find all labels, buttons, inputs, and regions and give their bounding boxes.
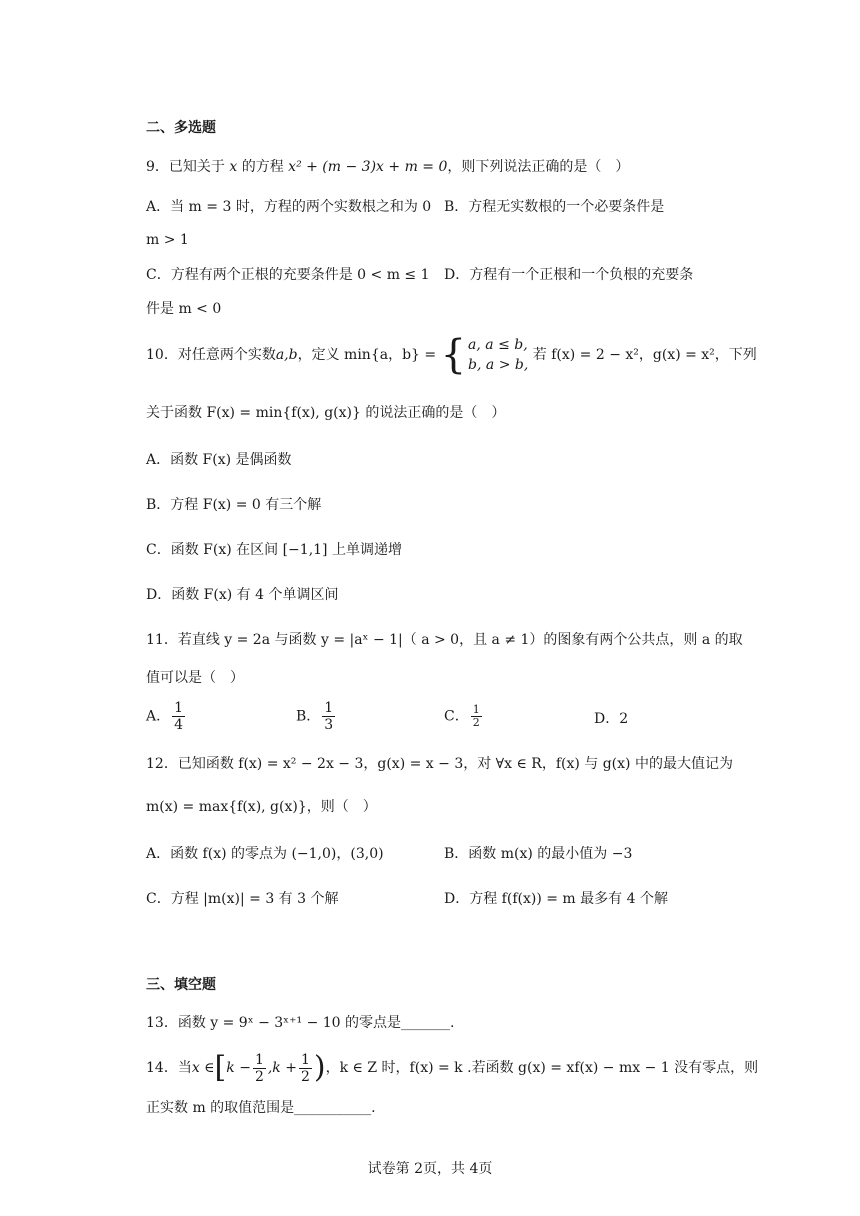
q10-stem-c: 若 f(x) = 2 − x²，g(x) = x²，下列 — [532, 347, 757, 363]
q14-half-den-2: 2 — [300, 1068, 310, 1085]
section-heading-fill-blank: 三、填空题 — [146, 977, 216, 993]
q9-stem-a: 9．已知关于 — [146, 159, 225, 175]
q11-option-b-num: 1 — [324, 700, 334, 716]
q11-option-b-label: B． — [296, 708, 321, 725]
fraction — [471, 704, 482, 729]
q9-option-b: B．方程无实数根的一个必要条件是 — [444, 199, 665, 215]
q9-stem-c: ，则下列说法正确的是（ ） — [447, 159, 630, 175]
page-footer: 试卷第 2页，共 4页 — [367, 1161, 493, 1177]
q14-stem-line1 — [146, 1050, 758, 1086]
q14-x-in: x ∈ — [191, 1060, 215, 1076]
q10-option-b: B．方程 F(x) = 0 有三个解 — [146, 497, 322, 513]
q14-half-num-2: 1 — [300, 1051, 310, 1068]
q9-stem: 9．已知关于 x 的方程 x² + (m − 3)x + m = 0，则下列说法正确的是（ ） — [146, 159, 630, 175]
q10-ab: a,b — [275, 347, 298, 363]
q14-stem-b: ，k ∈ Z 时，f(x) = k .若函数 g(x) = xf(x) − mx − 1 没有零点，则 — [325, 1060, 759, 1076]
q12-stem-b: m(x) = max{f(x), g(x)}，则（ ） — [146, 799, 377, 815]
q10-stem-line1 — [146, 332, 757, 378]
q13-text: 13．函数 y = 9ˣ − 3ˣ⁺¹ − 10 的零点是_______. — [146, 1015, 455, 1031]
q10-stem-d: 关于函数 F(x) = min{f(x), g(x)} 的说法正确的是（ ） — [146, 405, 506, 421]
q10-piecewise — [440, 332, 529, 378]
q9-option-d: D．方程有一个正根和一个负根的充要条 — [444, 267, 694, 283]
q11-option-d: D．2 — [594, 711, 629, 727]
left-brace-icon: { — [440, 332, 467, 378]
fraction — [299, 1052, 312, 1085]
q9-option-b-cont: m > 1 — [146, 232, 189, 248]
q10-option-c: C．函数 F(x) 在区间 [−1,1] 上单调递增 — [146, 542, 402, 558]
q9-option-a: A．当 m = 3 时，方程的两个实数根之和为 0 — [146, 199, 432, 215]
q11-option-a-label: A． — [146, 708, 171, 725]
q10-stem-b: ，定义 min{a，b} = — [297, 347, 437, 363]
q11-option-a-num: 1 — [174, 700, 184, 716]
q11-option-c-num: 1 — [472, 703, 480, 716]
q14-half-den: 2 — [254, 1068, 264, 1085]
left-bracket-icon: [ — [214, 1050, 227, 1085]
q10-option-a: A．函数 F(x) 是偶函数 — [146, 452, 292, 468]
q14-upper: ,k + — [267, 1060, 297, 1076]
q11-option-a-den: 4 — [174, 717, 184, 733]
q14-stem-c: 正实数 m 的取值范围是___________. — [146, 1100, 376, 1116]
q14-lower: k − — [226, 1060, 251, 1076]
q12-option-a: A．函数 f(x) 的零点为 (−1,0)，(3,0) — [146, 846, 384, 862]
q10-case-1: a, a ≤ b, — [468, 337, 528, 353]
q9-stem-b: 的方程 — [241, 159, 284, 175]
q9-option-c: C．方程有两个正根的充要条件是 0 < m ≤ 1 — [146, 267, 430, 283]
q9-equation: x² + (m − 3)x + m = 0 — [288, 159, 448, 175]
q11-stem-b: 值可以是（ ） — [146, 670, 244, 686]
q14-half-num: 1 — [254, 1051, 264, 1068]
fraction — [322, 700, 335, 733]
section-heading-multi-choice: 二、多选题 — [146, 120, 216, 136]
q11-option-b-den: 3 — [324, 717, 334, 733]
q12-option-b: B．函数 m(x) 的最小值为 −3 — [444, 846, 633, 862]
q14-stem-a: 14．当 — [146, 1060, 192, 1076]
q9-option-d-cont: 件是 m < 0 — [146, 301, 222, 317]
q12-option-c: C．方程 |m(x)| = 3 有 3 个解 — [146, 891, 339, 907]
q11-stem-a: 11．若直线 y = 2a 与函数 y = |aˣ − 1|（ a > 0，且 a ≠ 1）的图象有两个公共点，则 a 的取 — [146, 632, 743, 648]
q12-option-d: D．方程 f(f(x)) = m 最多有 4 个解 — [444, 891, 668, 907]
q12-stem-a: 12．已知函数 f(x) = x² − 2x − 3，g(x) = x − 3，对 ∀x ∈ R，f(x) 与 g(x) 中的最大值记为 — [146, 756, 733, 772]
q11-option-a — [146, 700, 187, 733]
q10-case-2: b, a > b, — [468, 357, 529, 373]
q11-option-b — [296, 700, 337, 733]
right-paren-icon: ) — [313, 1050, 326, 1085]
q11-option-c-den: 2 — [472, 716, 480, 729]
q11-option-c — [444, 704, 484, 729]
fraction — [253, 1052, 266, 1085]
q11-option-c-label: C． — [444, 708, 469, 725]
fraction — [172, 700, 185, 733]
q10-stem-a: 10．对任意两个实数 — [146, 347, 276, 363]
q10-option-d: D．函数 F(x) 有 4 个单调区间 — [146, 587, 339, 603]
